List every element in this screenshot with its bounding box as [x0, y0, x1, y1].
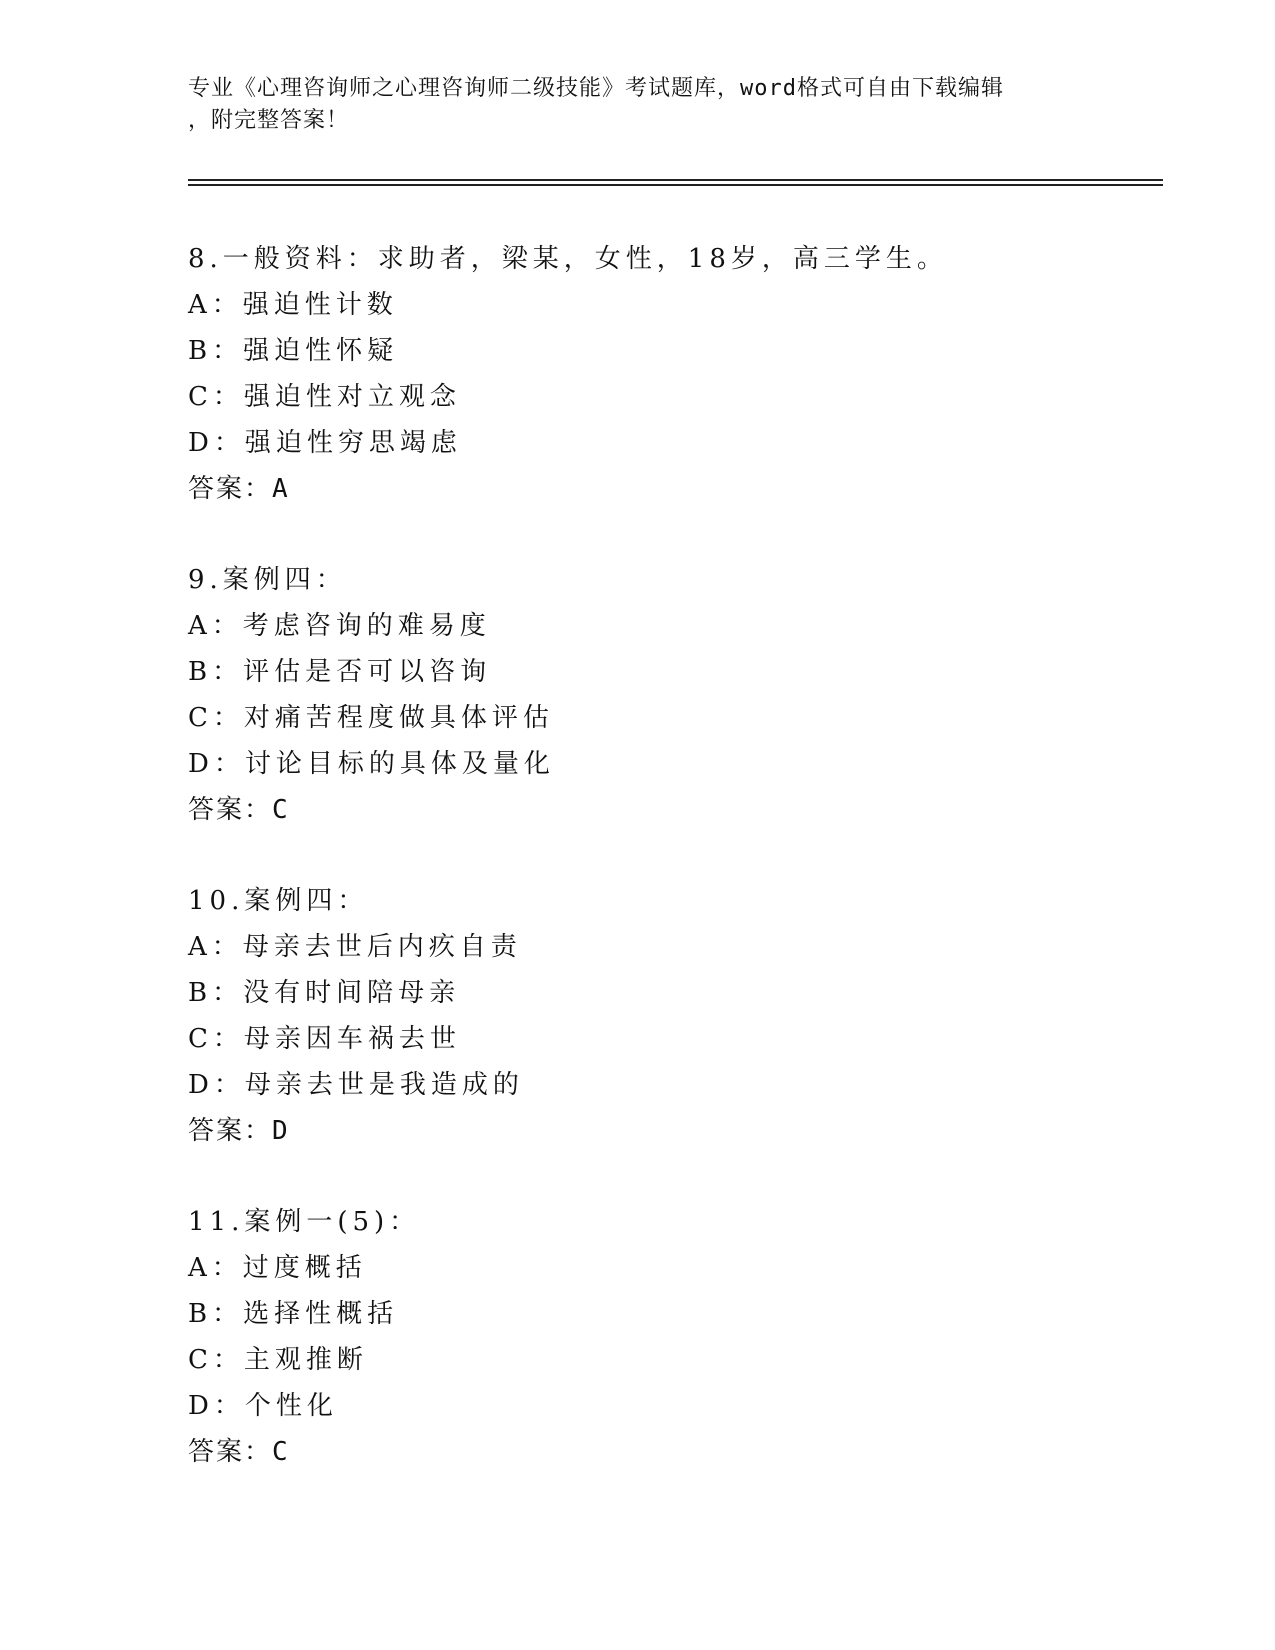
- option-c: C：对痛苦程度做具体评估: [188, 703, 554, 733]
- option-d: D：讨论目标的具体及量化: [188, 749, 555, 779]
- option-a: A：考虑咨询的难易度: [188, 611, 491, 641]
- option-c: C：母亲因车祸去世: [188, 1024, 461, 1054]
- answer: 答案：A: [188, 474, 290, 504]
- option-d: D：强迫性穷思竭虑: [188, 428, 462, 458]
- question-8: [188, 236, 1148, 512]
- header-line-2: ，附完整答案！: [188, 108, 350, 133]
- option-c: C：强迫性对立观念: [188, 382, 461, 412]
- option-b: B：评估是否可以咨询: [188, 657, 492, 687]
- answer: 答案：D: [188, 1116, 290, 1146]
- question-10: [188, 878, 1148, 1154]
- question-11: [188, 1199, 1148, 1475]
- header-divider-top: [188, 179, 1163, 181]
- header-divider-bottom: [188, 184, 1163, 186]
- option-a: A：过度概括: [188, 1253, 367, 1283]
- option-d: D：母亲去世是我造成的: [188, 1070, 524, 1100]
- answer: 答案：C: [188, 1437, 290, 1467]
- option-b: B：没有时间陪母亲: [188, 978, 461, 1008]
- answer: 答案：C: [188, 795, 290, 825]
- document-header: [188, 73, 1088, 137]
- question-stem: 8.一般资料：求助者，梁某，女性，18岁，高三学生。: [188, 244, 948, 274]
- question-stem: 10.案例四：: [188, 886, 369, 916]
- option-b: B：选择性概括: [188, 1299, 399, 1329]
- option-a: A：强迫性计数: [188, 290, 398, 320]
- header-line-1: 专业《心理咨询师之心理咨询师二级技能》考试题库，word格式可自由下载编辑: [188, 76, 1004, 101]
- option-b: B：强迫性怀疑: [188, 336, 399, 366]
- option-d: D：个性化: [188, 1391, 338, 1421]
- option-c: C：主观推断: [188, 1345, 368, 1375]
- question-stem: 11.案例一(5)：: [188, 1207, 421, 1237]
- option-a: A：母亲去世后内疚自责: [188, 932, 522, 962]
- question-stem: 9.案例四：: [188, 565, 347, 595]
- question-9: [188, 557, 1148, 833]
